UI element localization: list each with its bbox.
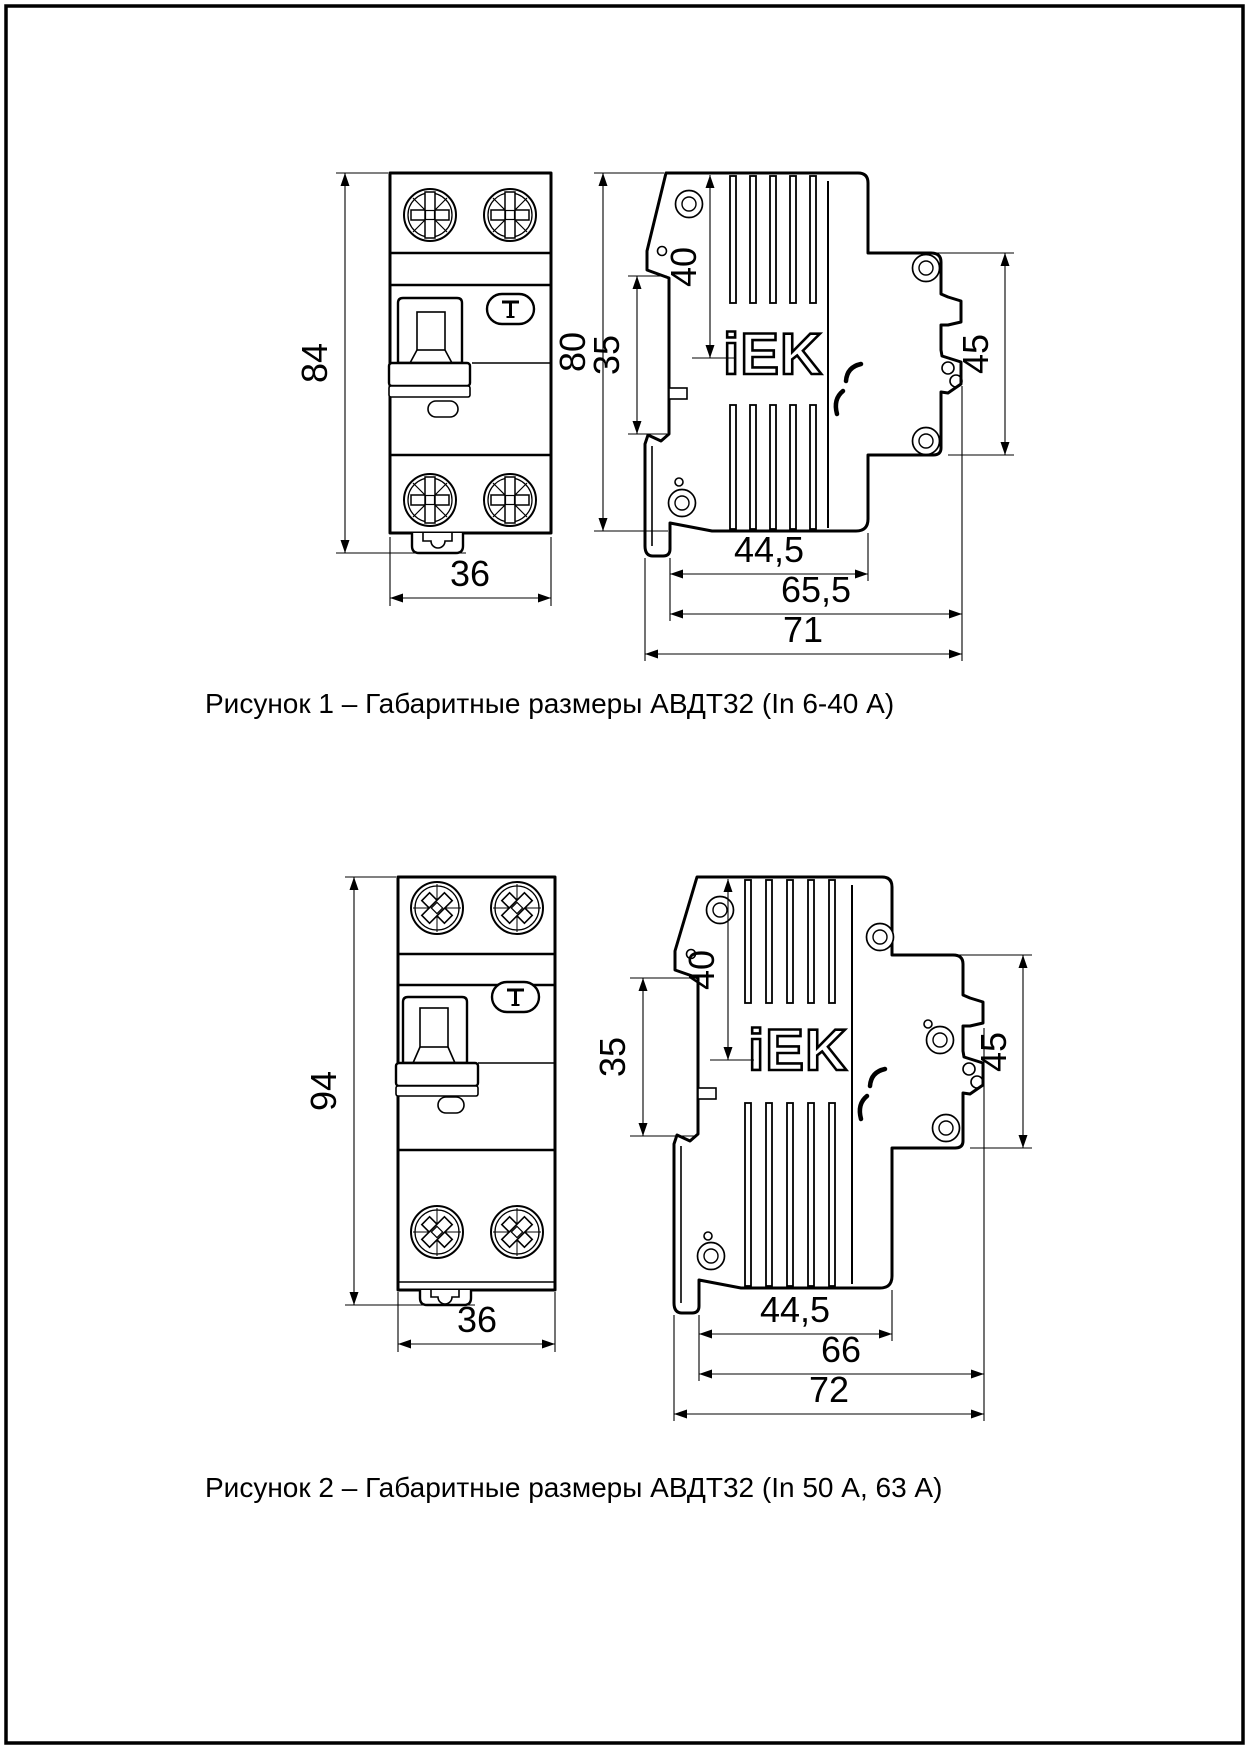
din-latch xyxy=(698,1088,716,1099)
vent-slots-bottom xyxy=(730,405,816,529)
test-button xyxy=(487,294,534,324)
dim-top-depth: 40 xyxy=(681,949,722,991)
dim-terminal-height: 45 xyxy=(973,1031,1014,1073)
figure2-side-view xyxy=(674,877,983,1313)
dim-front-height: 94 xyxy=(303,1070,344,1112)
figure1-dimensions xyxy=(294,173,1014,661)
iek-logo: iEK xyxy=(748,1018,848,1083)
dim-front-height: 84 xyxy=(294,342,335,384)
indicator-window xyxy=(438,1097,464,1113)
vent-slots-top xyxy=(730,176,816,303)
dim-depth-total: 71 xyxy=(782,609,824,650)
figure2-drawing xyxy=(205,877,1032,1503)
molded-arc xyxy=(860,1096,867,1119)
dim-depth-body: 44,5 xyxy=(759,1289,831,1330)
dim-depth-terminal: 65,5 xyxy=(780,569,852,610)
dim-side-height: 80 xyxy=(552,331,593,373)
molded-arc xyxy=(836,391,843,414)
vent-slots-top xyxy=(745,880,835,1003)
iek-logo: iEK xyxy=(723,322,823,387)
molded-arc xyxy=(846,364,861,381)
dim-din-rail: 35 xyxy=(586,334,627,376)
din-latch xyxy=(669,388,687,399)
figure1-front-view xyxy=(389,173,551,553)
dim-din-rail: 35 xyxy=(592,1036,633,1078)
toggle-lever xyxy=(389,298,470,397)
dim-top-depth: 40 xyxy=(663,246,704,288)
indicator-window xyxy=(428,401,458,417)
figure1-side-view xyxy=(645,173,962,556)
molded-arc xyxy=(870,1069,885,1086)
dim-depth-terminal: 66 xyxy=(820,1329,862,1370)
dim-terminal-height: 45 xyxy=(955,333,996,375)
dim-depth-total: 72 xyxy=(808,1369,850,1410)
dim-front-width: 36 xyxy=(449,553,491,594)
dim-front-width: 36 xyxy=(456,1299,498,1340)
figure1-caption: Рисунок 1 – Габаритные размеры АВДТ32 (In 6-40 А) xyxy=(205,688,895,719)
dim-depth-body: 44,5 xyxy=(733,529,805,570)
figure2-caption: Рисунок 2 – Габаритные размеры АВДТ32 (In 50 А, 63 А) xyxy=(205,1472,943,1503)
toggle-lever xyxy=(396,997,478,1096)
figure1-drawing xyxy=(205,173,1014,719)
test-button xyxy=(492,982,539,1012)
mounting-tab xyxy=(412,533,463,553)
figure2-front-view xyxy=(396,877,555,1305)
vent-slots-bottom xyxy=(745,1103,835,1286)
